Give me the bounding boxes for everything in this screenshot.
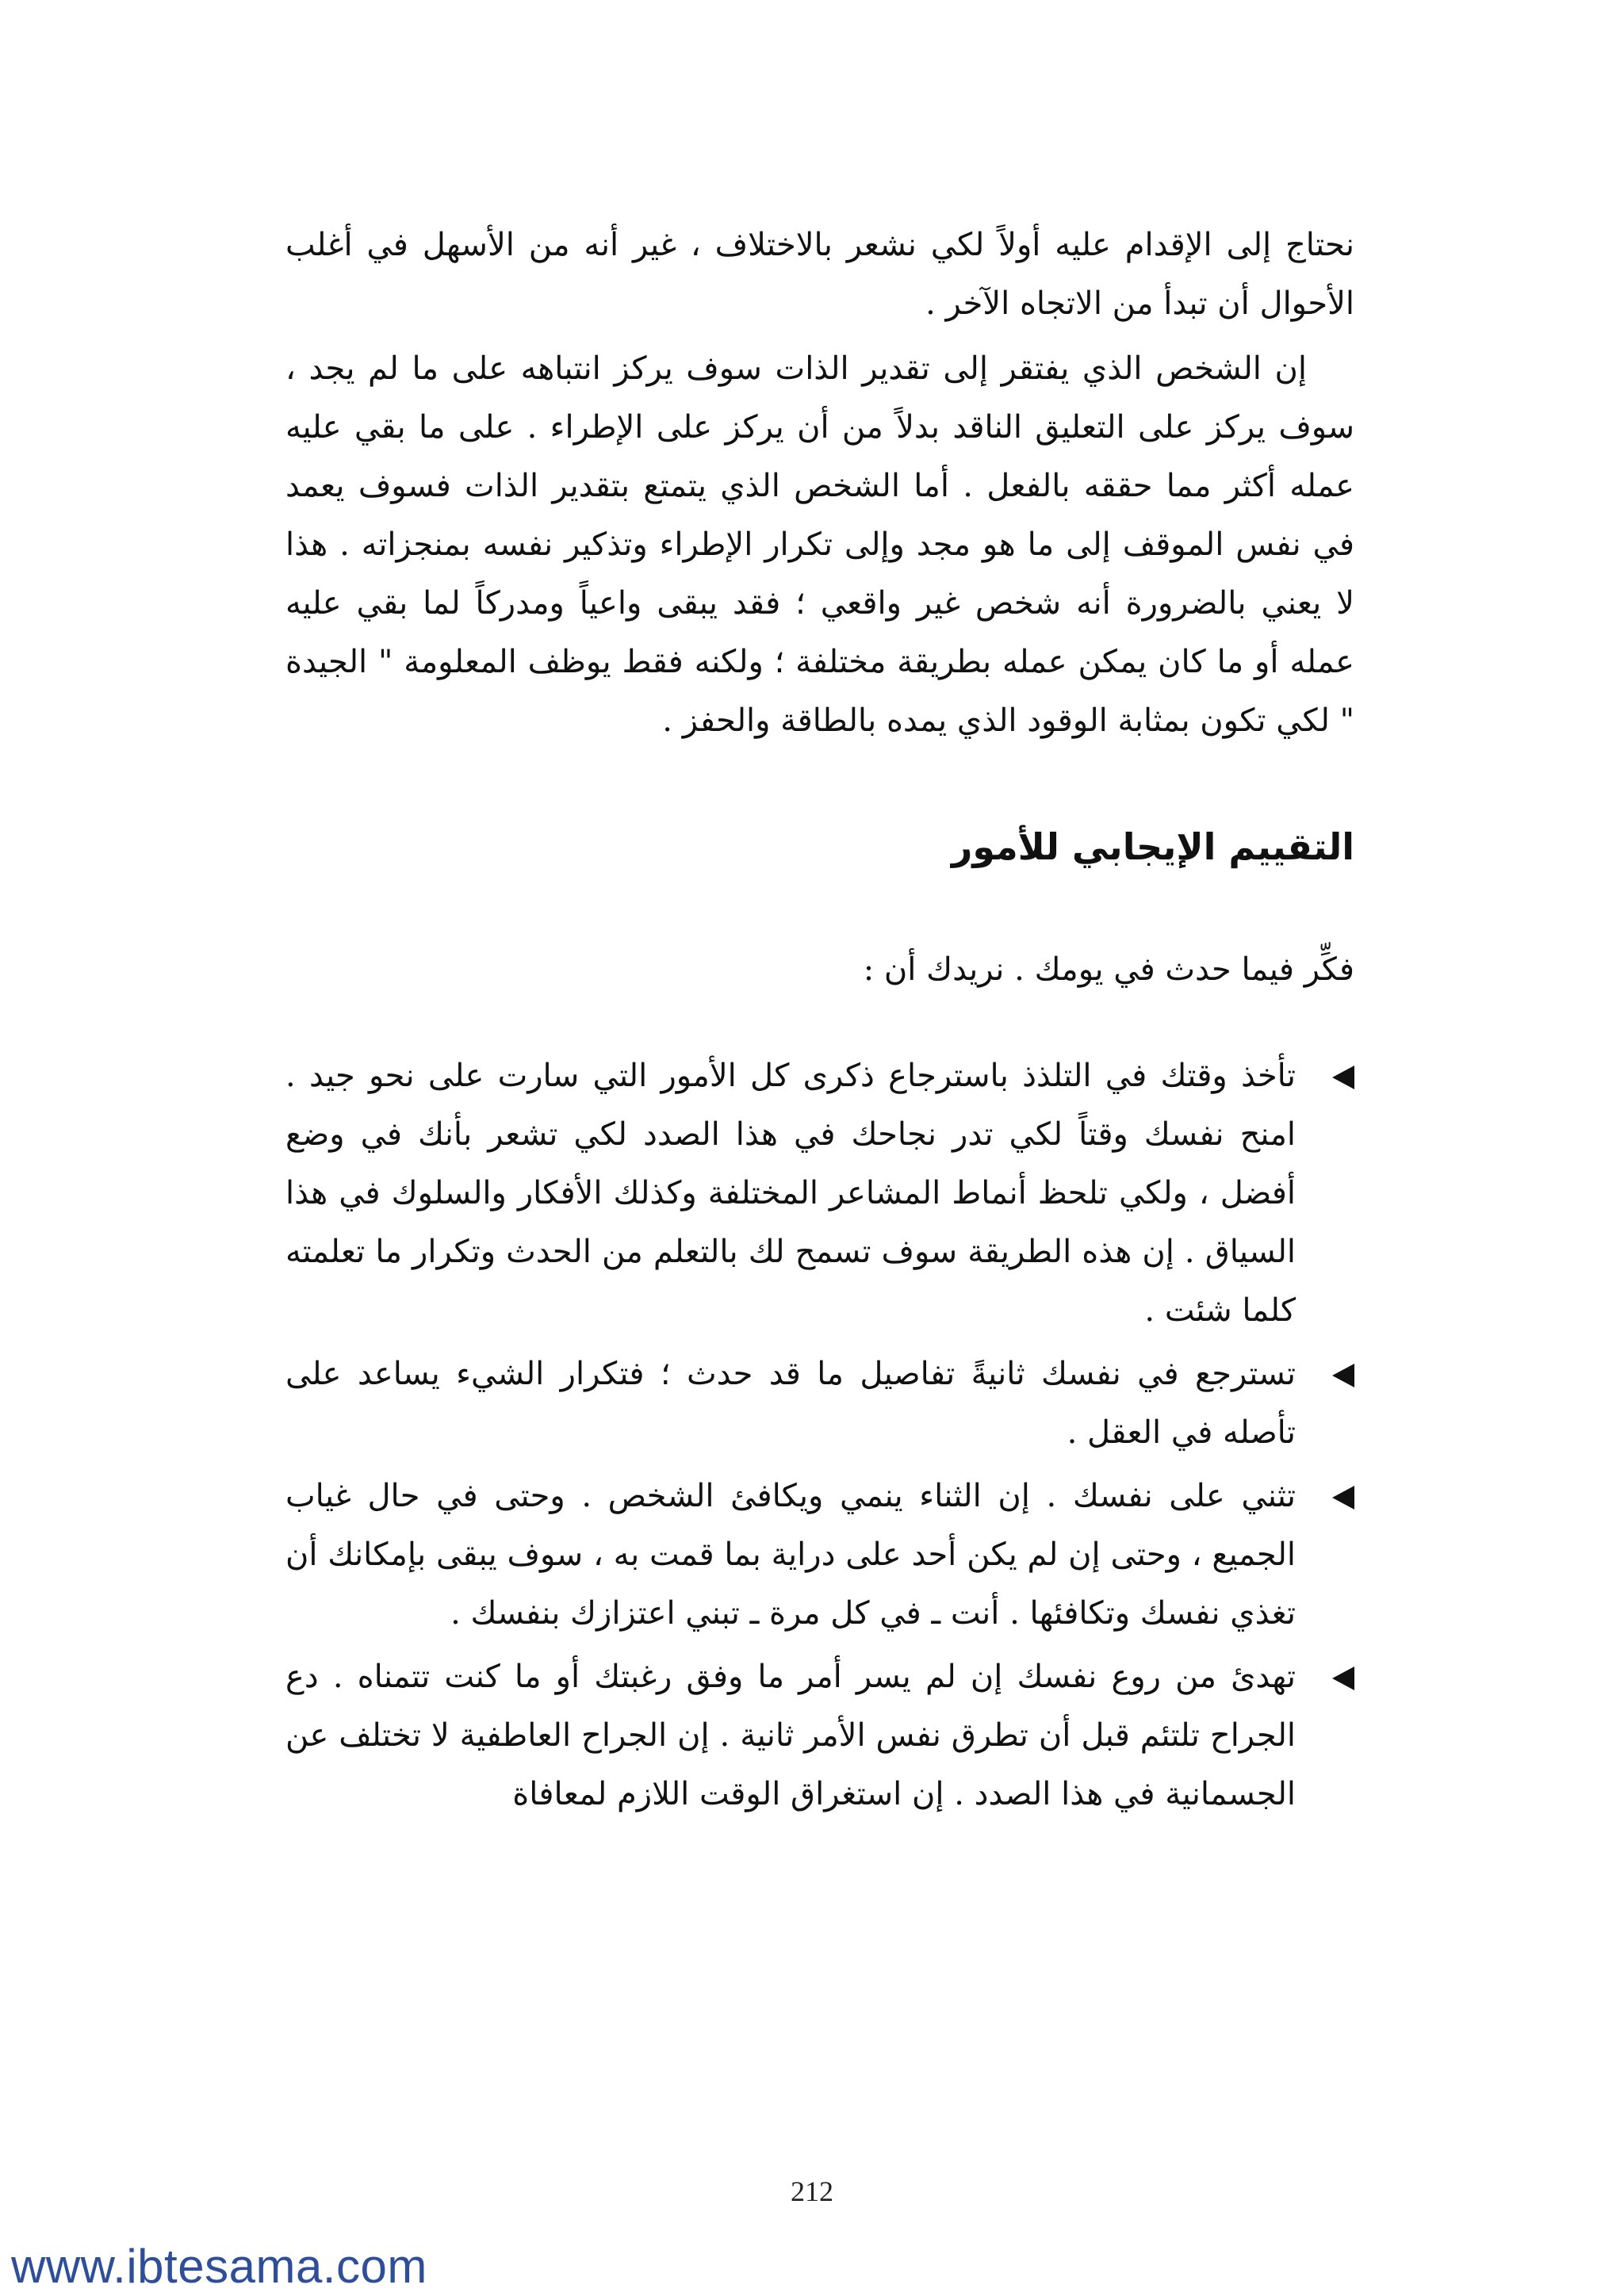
list-item	[285, 1047, 1354, 1340]
list-item-text: تأخذ وقتك في التلذذ باسترجاع ذكرى كل الأمور التي سارت على نحو جيد . امنح نفسك وقتاً لكي تدر نجاحك في هذا الصدد لكي تشعر بأنك في وضع أفضل ، ولكي تلحظ أنماط المشاعر المختلفة وكذلك الأفكار والسلوك في هذا السياق . إن هذه الطريقة سوف تسمح لك بالتعلم من الحدث وتكرار ما تعلمته كلما شئت .	[285, 1058, 1296, 1329]
section-heading: التقييم الإيجابي للأمور	[951, 825, 1354, 868]
triangle-bullet-icon	[1332, 1486, 1354, 1510]
triangle-bullet-icon	[1332, 1667, 1354, 1690]
triangle-bullet-icon	[1332, 1066, 1354, 1089]
list-item-text: تهدئ من روع نفسك إن لم يسر أمر ما وفق رغبتك أو ما كنت تتمناه . دع الجراح تلتئم قبل أن تطرق نفس الأمر ثانية . إن الجراح العاطفية لا تختلف عن الجسمانية في هذا الصدد . إن استغراق الوقت اللازم لمعافاة	[285, 1659, 1296, 1812]
triangle-bullet-icon	[1332, 1364, 1354, 1387]
paragraph-continuation	[285, 216, 1354, 333]
page-number: 212	[791, 2175, 833, 2207]
bullet-list	[285, 1047, 1354, 1828]
list-item	[285, 1345, 1354, 1462]
paragraph-text: نحتاج إلى الإقدام عليه أولاً لكي نشعر بالاختلاف ، غير أنه من الأسهل في أغلب الأحوال أن تبدأ من الاتجاه الآخر .	[285, 227, 1354, 322]
section-intro: فكِّر فيما حدث في يومك . نريدك أن :	[863, 951, 1354, 988]
list-item	[285, 1467, 1354, 1643]
list-item-text: تثني على نفسك . إن الثناء ينمي ويكافئ الشخص . وحتى في حال غياب الجميع ، وحتى إن لم يكن أحد على دراية بما قمت به ، سوف يبقى بإمكانك أن تغذي نفسك وتكافئها . أنت ـ في كل مرة ـ تبني اعتزازك بنفسك .	[285, 1478, 1296, 1632]
site-watermark: www.ibtesama.com	[11, 2240, 427, 2293]
list-item	[285, 1647, 1354, 1823]
paragraph-text: إن الشخص الذي يفتقر إلى تقدير الذات سوف يركز انتباهه على ما لم يجد ، سوف يركز على التعليق الناقد بدلاً من أن يركز على الإطراء . على ما بقي عليه عمله أكثر مما حققه بالفعل . أما الشخص الذي يتمتع بتقدير الذات فسوف يعمد في نفس الموقف إلى ما هو مجد وإلى تكرار الإطراء وتذكير نفسه بمنجزاته . هذا لا يعني بالضرورة أنه شخص غير واقعي ؛ فقد يبقى واعياً ومدركاً لما بقي عليه عمله أو ما كان يمكن عمله بطريقة مختلفة ؛ ولكنه فقط يوظف المعلومة " الجيدة " لكي تكون بمثابة الوقود الذي يمده بالطاقة والحفز .	[285, 350, 1354, 739]
list-item-text: تسترجع في نفسك ثانيةً تفاصيل ما قد حدث ؛ فتكرار الشيء يساعد على تأصله في العقل .	[285, 1356, 1296, 1451]
paragraph-self-esteem	[285, 339, 1354, 750]
